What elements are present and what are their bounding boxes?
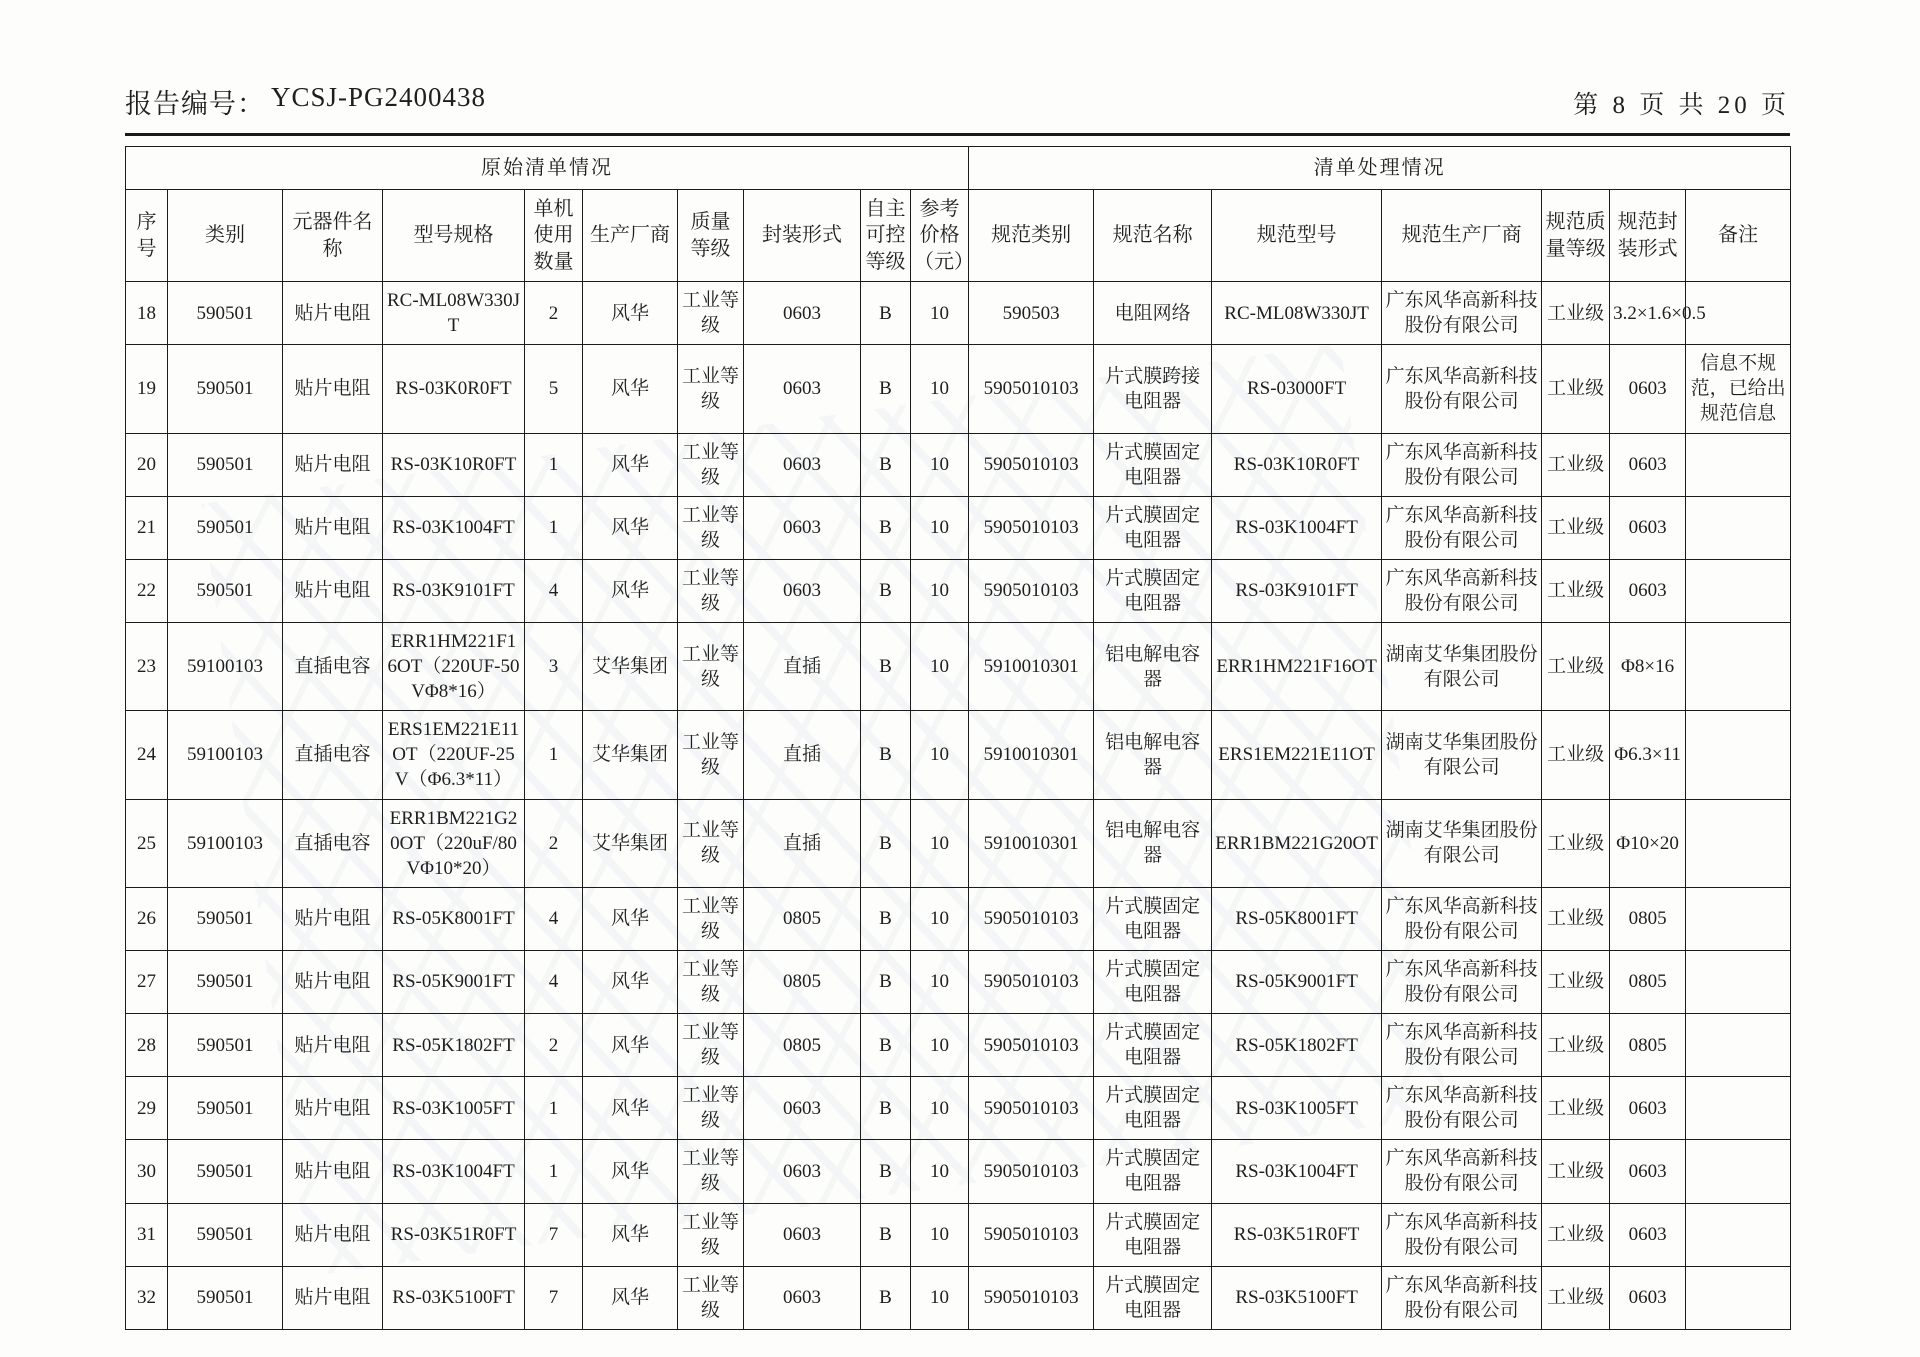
table-cell: 590501 [168,559,283,622]
table-cell: ERR1BM221G20OT [1212,799,1382,887]
table-cell: 艾华集团 [583,623,678,711]
table-cell: 广东风华高新科技股份有限公司 [1382,1014,1542,1077]
table-cell: 直插电容 [283,799,383,887]
table-cell: 30 [126,1140,168,1203]
table-body [126,282,1791,1330]
table-cell [1686,433,1791,496]
table-cell: 590501 [168,1014,283,1077]
table-cell: 7 [525,1266,583,1329]
table-cell: RS-03K1005FT [383,1077,525,1140]
table-cell: RS-03K1005FT [1212,1077,1382,1140]
table-cell: 电阻网络 [1094,282,1212,345]
table-cell: 59100103 [168,799,283,887]
table-cell [1686,496,1791,559]
table-header [126,147,1791,282]
table-row [126,282,1791,345]
table-row [126,950,1791,1013]
table-cell: 工业级 [1542,1140,1610,1203]
table-cell: 工业等级 [678,345,744,433]
table-cell: 0805 [744,887,861,950]
table-cell: 10 [911,950,969,1013]
table-cell: 工业级 [1542,282,1610,345]
table-cell [1686,1077,1791,1140]
table-cell: 铝电解电容器 [1094,623,1212,711]
table-cell: 10 [911,887,969,950]
table-cell: 片式膜固定电阻器 [1094,1266,1212,1329]
table-cell: RS-05K8001FT [1212,887,1382,950]
col-header-spec-quality-grade: 规范质量等级 [1542,190,1610,282]
table-cell: RS-05K8001FT [383,887,525,950]
table-row [126,711,1791,799]
table-cell: 0805 [1610,950,1686,1013]
table-cell: 0603 [744,559,861,622]
table-cell: 5910010301 [969,623,1094,711]
table-cell: 贴片电阻 [283,887,383,950]
table-cell: 直插 [744,711,861,799]
table-cell: RS-05K1802FT [383,1014,525,1077]
table-cell: RC-ML08W330JT [383,282,525,345]
col-header-spec-category: 规范类别 [969,190,1094,282]
table-cell: 10 [911,1266,969,1329]
table-cell: 工业级 [1542,887,1610,950]
table-cell: 1 [525,1140,583,1203]
table-cell: B [861,799,911,887]
table-cell: 590501 [168,496,283,559]
table-cell [1686,1014,1791,1077]
table-cell [1686,559,1791,622]
table-cell: 直插 [744,799,861,887]
col-header-package: 封装形式 [744,190,861,282]
table-cell: 5905010103 [969,496,1094,559]
col-header-quality-grade: 质量等级 [678,190,744,282]
table-cell: B [861,1077,911,1140]
table-cell: 590501 [168,1266,283,1329]
table-cell: 工业等级 [678,1014,744,1077]
col-header-model-spec: 型号规格 [383,190,525,282]
table-cell: B [861,282,911,345]
table-cell: 工业等级 [678,799,744,887]
table-cell: 20 [126,433,168,496]
table-cell: 贴片电阻 [283,559,383,622]
table-cell: 10 [911,1014,969,1077]
table-cell: RS-03K9101FT [383,559,525,622]
table-cell: 贴片电阻 [283,1077,383,1140]
table-cell: 风华 [583,950,678,1013]
table-cell: 7 [525,1203,583,1266]
table-cell: 0603 [744,1266,861,1329]
table-cell: 片式膜固定电阻器 [1094,1140,1212,1203]
table-cell: 1 [525,496,583,559]
table-cell: 5910010301 [969,799,1094,887]
table-row [126,1266,1791,1329]
table-cell: 湖南艾华集团股份有限公司 [1382,799,1542,887]
group-header-original: 原始清单情况 [126,147,969,190]
table-cell: Φ8×16 [1610,623,1686,711]
table-cell: 广东风华高新科技股份有限公司 [1382,1203,1542,1266]
table-row [126,623,1791,711]
table-cell: RS-05K1802FT [1212,1014,1382,1077]
table-cell: 10 [911,433,969,496]
table-cell: 艾华集团 [583,799,678,887]
report-number-value: YCSJ-PG2400438 [271,82,487,112]
table-cell: 10 [911,496,969,559]
table-cell: 片式膜固定电阻器 [1094,887,1212,950]
table-cell: RS-05K9001FT [383,950,525,1013]
table-cell: 0603 [744,496,861,559]
table-cell: 4 [525,950,583,1013]
table-cell: 贴片电阻 [283,1203,383,1266]
table-row [126,799,1791,887]
table-cell: 59100103 [168,623,283,711]
table-cell: 工业等级 [678,559,744,622]
table-cell: 0603 [1610,559,1686,622]
table-cell [1686,799,1791,887]
table-cell: 10 [911,1140,969,1203]
table-cell: 0805 [744,1014,861,1077]
table-cell: 10 [911,282,969,345]
table-cell: 工业等级 [678,623,744,711]
table-cell: RS-03K9101FT [1212,559,1382,622]
table-cell: 工业等级 [678,711,744,799]
table-cell: 贴片电阻 [283,345,383,433]
table-cell: 直插电容 [283,623,383,711]
table-cell: 18 [126,282,168,345]
table-cell: B [861,711,911,799]
table-cell: 工业级 [1542,345,1610,433]
table-cell: 5905010103 [969,1077,1094,1140]
table-cell: 贴片电阻 [283,496,383,559]
col-header-controllable-grade: 自主可控等级 [861,190,911,282]
table-cell: 工业等级 [678,887,744,950]
col-header-seq: 序号 [126,190,168,282]
table-cell: 5905010103 [969,1014,1094,1077]
table-cell: 28 [126,1014,168,1077]
col-header-remarks: 备注 [1686,190,1791,282]
table-row [126,1203,1791,1266]
table-cell: 工业等级 [678,950,744,1013]
table-cell: 5905010103 [969,1266,1094,1329]
table-cell: 广东风华高新科技股份有限公司 [1382,1077,1542,1140]
table-row [126,1077,1791,1140]
table-row [126,887,1791,950]
table-cell: 0603 [744,1203,861,1266]
table-cell: 风华 [583,559,678,622]
table-cell: B [861,887,911,950]
table-cell: 590501 [168,282,283,345]
column-header-row [126,190,1791,282]
table-cell: RS-03K51R0FT [1212,1203,1382,1266]
table-cell: RS-05K9001FT [1212,950,1382,1013]
table-cell: 0603 [744,345,861,433]
table-cell: 2 [525,282,583,345]
table-cell: 590501 [168,1203,283,1266]
table-cell [1686,1203,1791,1266]
table-cell: 10 [911,711,969,799]
table-cell: 0603 [1610,433,1686,496]
table-cell: 0603 [1610,1203,1686,1266]
table-cell: 32 [126,1266,168,1329]
table-cell: 10 [911,345,969,433]
table-cell: 工业级 [1542,1014,1610,1077]
table-cell: 风华 [583,1140,678,1203]
table-cell [1686,623,1791,711]
table-cell: 0603 [744,282,861,345]
table-cell: RS-03K1004FT [1212,1140,1382,1203]
col-header-manufacturer: 生产厂商 [583,190,678,282]
table-cell: 1 [525,1077,583,1140]
header-rule [125,133,1790,136]
table-cell: 1 [525,433,583,496]
table-cell: 24 [126,711,168,799]
table-cell: 湖南艾华集团股份有限公司 [1382,623,1542,711]
table-cell: 广东风华高新科技股份有限公司 [1382,345,1542,433]
table-cell: 0603 [1610,1140,1686,1203]
table-cell: 27 [126,950,168,1013]
table-cell: 0603 [744,1140,861,1203]
table-cell [1686,711,1791,799]
table-cell: 广东风华高新科技股份有限公司 [1382,559,1542,622]
table-cell [1686,1140,1791,1203]
col-header-spec-name: 规范名称 [1094,190,1212,282]
table-cell: 广东风华高新科技股份有限公司 [1382,282,1542,345]
table-cell: 0603 [1610,1077,1686,1140]
table-cell: 片式膜固定电阻器 [1094,1077,1212,1140]
table-cell: 2 [525,1014,583,1077]
table-cell: 5905010103 [969,950,1094,1013]
table-cell: 10 [911,1077,969,1140]
table-cell: 风华 [583,1014,678,1077]
table-cell: RS-03K10R0FT [1212,433,1382,496]
table-cell: 3.2×1.6×0.5 [1610,282,1686,345]
table-cell: 工业等级 [678,496,744,559]
page-number: 第 8 页 共 20 页 [1573,92,1790,119]
table-cell: B [861,1203,911,1266]
table-row [126,559,1791,622]
table-cell: RS-03K1004FT [1212,496,1382,559]
table-cell: 直插 [744,623,861,711]
table-cell: 0805 [1610,1014,1686,1077]
table-cell [1686,887,1791,950]
table-cell: 5905010103 [969,887,1094,950]
table-cell: 10 [911,1203,969,1266]
table-cell: 片式膜固定电阻器 [1094,433,1212,496]
table-cell: 590501 [168,345,283,433]
group-header-processed: 清单处理情况 [969,147,1791,190]
table-cell: 风华 [583,496,678,559]
table-cell: 广东风华高新科技股份有限公司 [1382,496,1542,559]
table-cell: 铝电解电容器 [1094,799,1212,887]
col-header-spec-package: 规范封装形式 [1610,190,1686,282]
table-cell: RS-03K5100FT [1212,1266,1382,1329]
table-cell: 风华 [583,345,678,433]
table-cell: RC-ML08W330JT [1212,282,1382,345]
table-cell: RS-03K5100FT [383,1266,525,1329]
table-cell: 风华 [583,1203,678,1266]
table-cell: 工业等级 [678,1266,744,1329]
table-cell: 艾华集团 [583,711,678,799]
table-cell: 5905010103 [969,345,1094,433]
table-cell: 工业级 [1542,433,1610,496]
table-cell: B [861,950,911,1013]
report-number-line [125,82,486,121]
table-cell: 59100103 [168,711,283,799]
table-cell: B [861,1140,911,1203]
table-cell: 10 [911,799,969,887]
table-cell: ERR1HM221F16OT（220UF-50VΦ8*16） [383,623,525,711]
table-cell: Φ6.3×11 [1610,711,1686,799]
table-cell: 风华 [583,1266,678,1329]
table-cell: 贴片电阻 [283,433,383,496]
table-cell: 5905010103 [969,559,1094,622]
table-cell [1686,1266,1791,1329]
page-header [125,82,1790,121]
group-header-row [126,147,1791,190]
table-cell: 片式膜固定电阻器 [1094,950,1212,1013]
table-cell: 工业等级 [678,1077,744,1140]
table-cell: 590501 [168,433,283,496]
table-cell: 风华 [583,887,678,950]
table-cell: B [861,1266,911,1329]
table-cell: 广东风华高新科技股份有限公司 [1382,1266,1542,1329]
table-cell: 工业级 [1542,799,1610,887]
report-number-label: 报告编号： [125,89,265,119]
table-cell: 4 [525,559,583,622]
table-cell: ERR1HM221F16OT [1212,623,1382,711]
table-cell: 3 [525,623,583,711]
table-cell: 10 [911,623,969,711]
table-cell: 贴片电阻 [283,1140,383,1203]
table-cell: 工业级 [1542,559,1610,622]
table-cell: 工业级 [1542,496,1610,559]
table-cell: 工业等级 [678,433,744,496]
table-cell: 贴片电阻 [283,950,383,1013]
table-cell: RS-03K51R0FT [383,1203,525,1266]
table-cell: 广东风华高新科技股份有限公司 [1382,887,1542,950]
table-cell: 片式膜固定电阻器 [1094,559,1212,622]
table-cell: 21 [126,496,168,559]
table-cell: 工业级 [1542,623,1610,711]
table-cell: 0603 [1610,496,1686,559]
table-cell: 10 [911,559,969,622]
table-row [126,496,1791,559]
table-cell: 29 [126,1077,168,1140]
table-cell: 0603 [744,433,861,496]
table-cell: 广东风华高新科技股份有限公司 [1382,1140,1542,1203]
table-cell: 片式膜固定电阻器 [1094,496,1212,559]
table-cell: 5905010103 [969,1203,1094,1266]
table-cell: 26 [126,887,168,950]
col-header-spec-manufacturer: 规范生产厂商 [1382,190,1542,282]
table-cell: B [861,345,911,433]
table-cell: 23 [126,623,168,711]
table-cell: 4 [525,887,583,950]
table-cell: 590501 [168,887,283,950]
table-cell: 湖南艾华集团股份有限公司 [1382,711,1542,799]
table-cell: 工业等级 [678,1203,744,1266]
table-row [126,1014,1791,1077]
table-cell: 22 [126,559,168,622]
table-cell: 5 [525,345,583,433]
table-cell: 590501 [168,1140,283,1203]
table-cell: B [861,559,911,622]
table-cell: 铝电解电容器 [1094,711,1212,799]
table-cell: 广东风华高新科技股份有限公司 [1382,433,1542,496]
table-cell: 工业级 [1542,1203,1610,1266]
table-cell: 工业等级 [678,282,744,345]
table-cell: 广东风华高新科技股份有限公司 [1382,950,1542,1013]
table-cell: RS-03K0R0FT [383,345,525,433]
table-cell [1686,950,1791,1013]
col-header-qty: 单机使用数量 [525,190,583,282]
table-cell: 590503 [969,282,1094,345]
table-cell: 0603 [1610,1266,1686,1329]
table-cell: RS-03K10R0FT [383,433,525,496]
table-cell: 贴片电阻 [283,282,383,345]
table-cell: Φ10×20 [1610,799,1686,887]
table-cell: 19 [126,345,168,433]
table-cell: ERS1EM221E11OT [1212,711,1382,799]
table-cell: 0603 [1610,345,1686,433]
col-header-component-name: 元器件名称 [283,190,383,282]
table-cell: 工业等级 [678,1140,744,1203]
table-cell: 5905010103 [969,433,1094,496]
table-cell: 片式膜固定电阻器 [1094,1203,1212,1266]
table-cell: 工业级 [1542,950,1610,1013]
table-cell: B [861,1014,911,1077]
component-list-table [125,146,1791,1330]
table-cell: 5910010301 [969,711,1094,799]
col-header-ref-price: 参考价格（元） [911,190,969,282]
table-cell: 工业级 [1542,711,1610,799]
table-cell: 贴片电阻 [283,1014,383,1077]
table-row [126,433,1791,496]
table-cell: 片式膜固定电阻器 [1094,1014,1212,1077]
table-cell: 0603 [744,1077,861,1140]
table-cell: 0805 [1610,887,1686,950]
table-cell: 信息不规范，已给出规范信息 [1686,345,1791,433]
table-cell: 31 [126,1203,168,1266]
col-header-spec-model: 规范型号 [1212,190,1382,282]
table-cell: B [861,496,911,559]
table-cell: ERS1EM221E11OT（220UF-25V（Φ6.3*11） [383,711,525,799]
table-cell: RS-03K1004FT [383,496,525,559]
table-cell: 贴片电阻 [283,1266,383,1329]
table-cell: 25 [126,799,168,887]
table-cell: 590501 [168,1077,283,1140]
table-cell: 风华 [583,1077,678,1140]
table-cell: 2 [525,799,583,887]
table-cell: 片式膜跨接电阻器 [1094,345,1212,433]
table-cell: B [861,433,911,496]
table-cell: 工业级 [1542,1266,1610,1329]
col-header-category: 类别 [168,190,283,282]
table-cell: 工业级 [1542,1077,1610,1140]
table-cell: 直插电容 [283,711,383,799]
table-cell: 590501 [168,950,283,1013]
table-cell: 风华 [583,433,678,496]
table-cell: ERR1BM221G20OT（220uF/80VΦ10*20） [383,799,525,887]
table-cell: RS-03000FT [1212,345,1382,433]
table-cell: 1 [525,711,583,799]
table-row [126,345,1791,433]
table-cell: B [861,623,911,711]
table-cell: 5905010103 [969,1140,1094,1203]
table-cell: RS-03K1004FT [383,1140,525,1203]
table-row [126,1140,1791,1203]
table-cell: 风华 [583,282,678,345]
table-cell: 0805 [744,950,861,1013]
